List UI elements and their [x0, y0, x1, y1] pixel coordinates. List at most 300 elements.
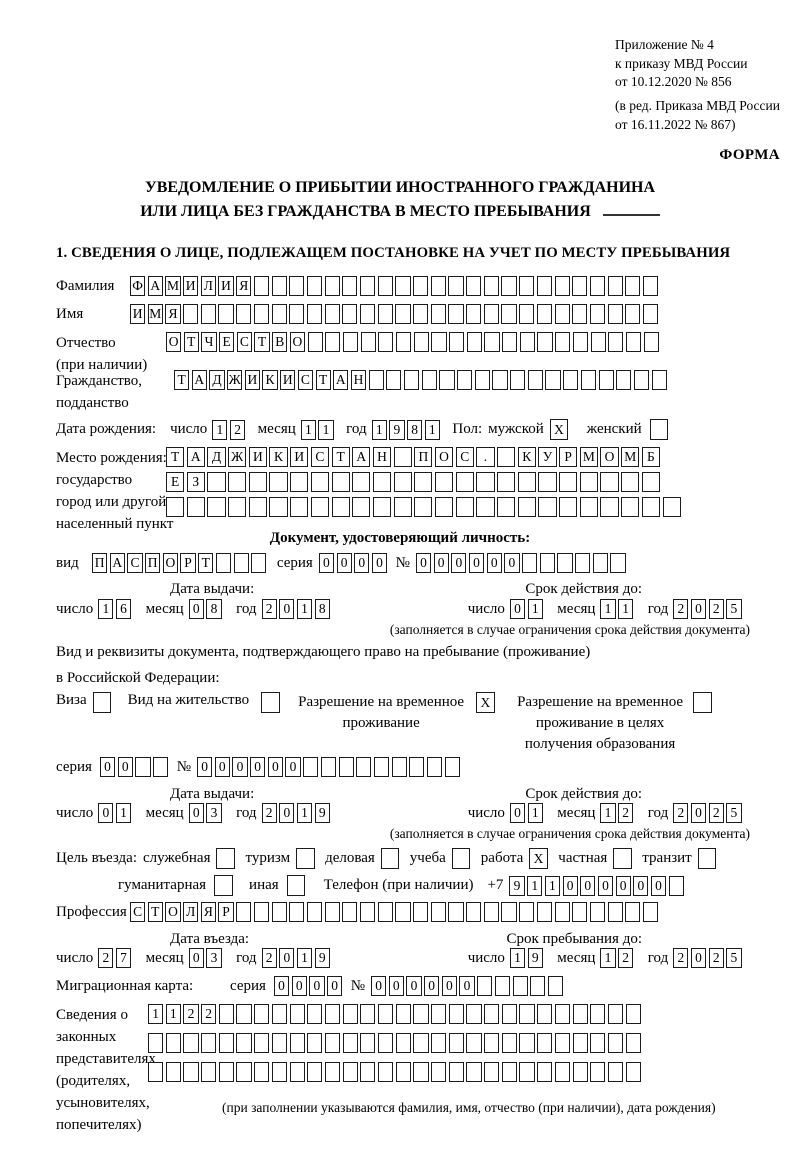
form-cell: 1	[528, 599, 543, 619]
form-cell	[572, 902, 587, 922]
form-cell: 1	[297, 803, 312, 823]
form-cell	[502, 332, 517, 352]
purpose-humanitarian-checkbox	[214, 875, 235, 896]
form-cell: 0	[580, 876, 595, 896]
form-cell	[307, 276, 322, 296]
residence-expiry-note: (заполняется в случае ограничения срока действия документа)	[389, 826, 750, 841]
residence-issue-year-cells	[262, 803, 333, 823]
form-cell: 1	[166, 1004, 181, 1024]
form-cell: 8	[407, 420, 422, 440]
form-cell: 7	[116, 948, 131, 968]
edu-permit-checkbox	[693, 692, 714, 713]
form-cell: 3	[206, 803, 221, 823]
form-cell: 2	[673, 803, 688, 823]
form-cell	[325, 902, 340, 922]
form-cell	[431, 332, 446, 352]
form-cell	[307, 1004, 322, 1024]
purpose-official-checkbox	[216, 848, 237, 869]
form-cell: Я	[201, 902, 216, 922]
form-cell: С	[311, 447, 329, 467]
form-cell	[427, 757, 442, 777]
title-blank-line	[603, 203, 660, 216]
form-cell	[332, 472, 350, 492]
form-cell: С	[127, 553, 142, 573]
form-cell: 8	[315, 599, 330, 619]
form-cell: Н	[373, 447, 391, 467]
form-cell	[166, 1062, 181, 1082]
form-cell	[495, 976, 510, 996]
form-cell: Н	[351, 370, 366, 390]
form-cell	[484, 332, 499, 352]
form-cell	[201, 304, 216, 324]
form-cell: 1	[618, 599, 633, 619]
residence-expiry-day-cells	[510, 803, 545, 823]
form-cell	[394, 497, 412, 517]
birth-place-cells-row2	[166, 472, 683, 492]
annex-line-1: Приложение № 4	[615, 37, 714, 52]
form-cell: С	[298, 370, 313, 390]
form-cell: 1	[297, 599, 312, 619]
form-cell: И	[290, 447, 308, 467]
form-cell	[626, 1033, 641, 1053]
surname-cells	[130, 276, 661, 296]
profession-cells	[130, 902, 661, 922]
form-cell	[249, 472, 267, 492]
form-cell	[352, 472, 370, 492]
entry-stay-date-row	[56, 948, 780, 968]
form-cell	[360, 1033, 375, 1053]
form-cell: 0	[98, 803, 113, 823]
form-cell: 0	[504, 553, 519, 573]
form-cell: 0	[616, 876, 631, 896]
form-cell	[386, 370, 401, 390]
surname-row	[56, 276, 661, 296]
form-cell: 0	[118, 757, 133, 777]
form-cell	[395, 304, 410, 324]
entry-day-cells	[98, 948, 133, 968]
form-cell	[228, 497, 246, 517]
form-cell	[484, 276, 499, 296]
given-name-label: Имя	[56, 305, 84, 322]
form-cell	[492, 370, 507, 390]
form-cell	[555, 332, 570, 352]
form-cell	[663, 497, 681, 517]
phone-cells	[509, 876, 686, 896]
form-cell	[590, 276, 605, 296]
form-cell	[497, 447, 515, 467]
form-cell	[449, 1033, 464, 1053]
form-cell	[378, 276, 393, 296]
form-cell	[381, 848, 400, 869]
residence-expiry-heading: Срок действия до:	[525, 786, 642, 802]
form-cell	[643, 276, 658, 296]
form-cell	[254, 902, 269, 922]
form-cell	[219, 1033, 234, 1053]
number-label: №	[176, 758, 191, 775]
form-cell: 0	[424, 976, 439, 996]
form-cell: 1	[600, 803, 615, 823]
form-cell: А	[187, 447, 205, 467]
form-cell	[530, 976, 545, 996]
form-cell	[608, 902, 623, 922]
form-cell	[621, 472, 639, 492]
form-cell	[431, 1004, 446, 1024]
residence-series-row	[56, 757, 462, 777]
form-cell	[634, 370, 649, 390]
form-cell	[625, 276, 640, 296]
day-label: число	[170, 421, 208, 437]
form-cell: 5	[726, 803, 741, 823]
form-cell	[414, 497, 432, 517]
form-cell: 0	[189, 803, 204, 823]
form-cell	[580, 497, 598, 517]
given-name-row	[56, 304, 661, 324]
form-cell	[467, 332, 482, 352]
form-cell	[456, 472, 474, 492]
stay-year-cells	[673, 948, 744, 968]
form-cell	[522, 553, 537, 573]
form-cell: К	[269, 447, 287, 467]
form-cell: К	[518, 447, 536, 467]
form-cell: Т	[174, 370, 189, 390]
form-cell	[148, 1062, 163, 1082]
form-cell	[600, 497, 618, 517]
representatives-note: (при заполнении указываются фамилия, имя, отчество (при наличии), дата рождения)	[222, 1100, 716, 1115]
form-cell	[501, 304, 516, 324]
form-cell	[466, 902, 481, 922]
form-cell	[369, 370, 384, 390]
form-cell	[307, 1033, 322, 1053]
patronymic-cells	[166, 332, 661, 352]
form-cell	[343, 1004, 358, 1024]
form-cell	[431, 902, 446, 922]
form-cell	[290, 472, 308, 492]
form-cell: П	[414, 447, 432, 467]
form-cell: 0	[691, 599, 706, 619]
residence-issue-day-cells	[98, 803, 133, 823]
form-cell	[360, 1062, 375, 1082]
form-cell: С	[456, 447, 474, 467]
form-cell: 0	[459, 976, 474, 996]
form-cell	[272, 902, 287, 922]
form-cell	[448, 304, 463, 324]
purpose-work-checkbox	[529, 848, 550, 869]
form-cell: С	[237, 332, 252, 352]
entry-year-cells	[262, 948, 333, 968]
form-cell	[456, 497, 474, 517]
form-cell: 0	[633, 876, 648, 896]
form-cell	[466, 1004, 481, 1024]
year-label: год	[346, 421, 367, 437]
form-cell	[269, 472, 287, 492]
identity-doc-row	[56, 553, 628, 573]
form-cell	[608, 332, 623, 352]
form-cell: О	[166, 332, 181, 352]
form-title-line2	[0, 203, 800, 221]
form-cell: И	[249, 447, 267, 467]
form-cell	[484, 1004, 499, 1024]
form-cell	[457, 370, 472, 390]
form-cell	[342, 276, 357, 296]
form-cell	[236, 1062, 251, 1082]
form-cell	[608, 276, 623, 296]
form-cell: 1	[148, 1004, 163, 1024]
form-cell	[413, 902, 428, 922]
purpose-other-label: иная	[249, 877, 279, 893]
phone-label: Телефон (при наличии)	[323, 877, 474, 893]
edu-permit-label: Разрешение на временное проживание в целях получения образования	[517, 694, 684, 752]
identity-issue-month-cells	[189, 599, 224, 619]
form-cell: М	[148, 304, 163, 324]
form-cell	[449, 1062, 464, 1082]
form-cell: 0	[292, 976, 307, 996]
form-cell	[414, 472, 432, 492]
form-cell: X	[476, 692, 495, 713]
form-cell: 0	[510, 803, 525, 823]
form-cell	[449, 1004, 464, 1024]
form-cell	[642, 497, 660, 517]
form-cell	[289, 304, 304, 324]
migration-card-row	[56, 976, 566, 996]
purpose-label: Цель въезда:	[56, 850, 137, 866]
sex-female-checkbox	[650, 419, 671, 440]
form-cell	[272, 276, 287, 296]
form-cell	[610, 553, 625, 573]
form-cell: Е	[219, 332, 234, 352]
form-cell	[626, 332, 641, 352]
identity-expiry-year-cells	[673, 599, 744, 619]
form-cell	[236, 902, 251, 922]
form-cell	[135, 757, 150, 777]
form-cell: 2	[618, 803, 633, 823]
form-cell: 9	[315, 948, 330, 968]
form-cell: Ч	[201, 332, 216, 352]
form-cell: Р	[180, 553, 195, 573]
form-cell: 1	[116, 803, 131, 823]
form-cell	[378, 1062, 393, 1082]
edition-line-2: от 16.11.2022 № 867)	[615, 116, 736, 132]
form-cell: 9	[389, 420, 404, 440]
form-label: ФОРМА	[719, 147, 780, 163]
representatives-cells-row3	[148, 1062, 643, 1082]
form-cell	[593, 553, 608, 573]
form-cell	[608, 1062, 623, 1082]
residence-issue-date: число 0 1 месяц 0 3 год 2 0 1 9	[56, 803, 332, 823]
series-label: серия	[276, 554, 313, 571]
form-cell	[559, 497, 577, 517]
form-cell: 2	[201, 1004, 216, 1024]
form-cell: 0	[189, 948, 204, 968]
form-cell	[254, 304, 269, 324]
identity-expiry-day-cells	[510, 599, 545, 619]
form-cell	[378, 304, 393, 324]
form-cell: 0	[354, 553, 369, 573]
identity-expiry-date: число 0 1 месяц 1 1 год 2 0 2 5	[468, 599, 744, 619]
birth-date-label: Дата рождения:	[56, 421, 157, 437]
form-cell: 0	[250, 757, 265, 777]
form-cell	[590, 1062, 605, 1082]
series-label: серия	[230, 977, 266, 994]
form-cell: 1	[545, 876, 560, 896]
form-cell	[207, 472, 225, 492]
form-cell	[290, 1062, 305, 1082]
form-cell: 2	[709, 948, 724, 968]
form-cell	[269, 497, 287, 517]
purpose-tourism-checkbox	[296, 848, 317, 869]
identity-issue-date: число 1 6 месяц 0 8 год 2 0 1 8	[56, 599, 332, 619]
form-cell: 0	[309, 976, 324, 996]
annex-line-2: к приказу МВД России	[615, 55, 748, 71]
identity-date-row	[56, 599, 780, 619]
phone-prefix: +7	[487, 877, 504, 893]
form-cell	[519, 1004, 534, 1024]
form-cell: 0	[327, 976, 342, 996]
form-cell	[484, 1062, 499, 1082]
form-cell: 1	[510, 948, 525, 968]
citizenship-row	[56, 370, 669, 414]
profession-row	[56, 902, 661, 922]
form-cell: Т	[166, 447, 184, 467]
form-cell	[290, 1004, 305, 1024]
form-cell: 0	[372, 553, 387, 573]
entry-date: число 2 7 месяц 0 3 год 2 0 1 9	[56, 948, 332, 968]
form-cell	[183, 1033, 198, 1053]
purpose-work-label: работа	[480, 850, 524, 866]
form-cell	[321, 757, 336, 777]
form-cell	[343, 1062, 358, 1082]
form-cell	[608, 1004, 623, 1024]
form-cell: 0	[285, 757, 300, 777]
form-cell	[207, 497, 225, 517]
visa-checkbox	[93, 692, 114, 713]
form-cell	[148, 1033, 163, 1053]
sex-male-label: мужской	[488, 421, 544, 437]
form-cell: Я	[236, 276, 251, 296]
form-cell	[537, 304, 552, 324]
form-cell	[698, 848, 717, 869]
form-cell	[626, 1004, 641, 1024]
form-cell: И	[218, 276, 233, 296]
form-cell	[573, 1062, 588, 1082]
form-cell	[216, 553, 231, 573]
form-cell	[290, 1033, 305, 1053]
form-cell	[555, 1004, 570, 1024]
form-cell: 0	[406, 976, 421, 996]
form-cell	[187, 497, 205, 517]
form-cell: Р	[559, 447, 577, 467]
form-cell	[254, 1004, 269, 1024]
form-cell	[378, 1004, 393, 1024]
form-cell: В	[272, 332, 287, 352]
identity-kind-cells	[92, 553, 269, 573]
form-cell: О	[163, 553, 178, 573]
form-cell: С	[130, 902, 145, 922]
form-cell	[396, 332, 411, 352]
form-cell	[581, 370, 596, 390]
form-cell	[360, 902, 375, 922]
form-cell: 1	[301, 420, 316, 440]
form-cell: 0	[232, 757, 247, 777]
form-cell	[466, 1033, 481, 1053]
form-cell	[360, 276, 375, 296]
form-cell	[573, 1033, 588, 1053]
purpose-phone-row	[118, 875, 686, 896]
form-cell: А	[352, 447, 370, 467]
form-cell: 2	[618, 948, 633, 968]
form-cell: З	[187, 472, 205, 492]
form-cell: 0	[598, 876, 613, 896]
residence-expiry-year-cells	[673, 803, 744, 823]
form-cell	[545, 370, 560, 390]
form-cell: А	[192, 370, 207, 390]
form-cell	[590, 304, 605, 324]
form-cell	[439, 370, 454, 390]
form-cell	[519, 276, 534, 296]
form-cell: Т	[148, 902, 163, 922]
purpose-study-label: учеба	[409, 850, 446, 866]
form-cell	[513, 976, 528, 996]
form-cell	[431, 1033, 446, 1053]
form-cell: 9	[509, 876, 524, 896]
form-cell: 0	[371, 976, 386, 996]
form-cell	[502, 1004, 517, 1024]
form-cell	[396, 1062, 411, 1082]
form-cell	[325, 1062, 340, 1082]
form-cell	[272, 1033, 287, 1053]
form-cell	[502, 1033, 517, 1053]
form-cell	[409, 757, 424, 777]
form-cell: 2	[673, 599, 688, 619]
form-cell	[501, 276, 516, 296]
form-cell	[476, 472, 494, 492]
form-cell	[557, 553, 572, 573]
form-cell	[311, 497, 329, 517]
form-cell	[93, 692, 112, 713]
form-cell	[519, 1062, 534, 1082]
form-cell: 9	[528, 948, 543, 968]
form-cell: 2	[230, 420, 245, 440]
form-cell: О	[165, 902, 180, 922]
residence-issue-heading: Дата выдачи:	[170, 786, 255, 802]
form-cell	[575, 553, 590, 573]
form-cell	[392, 757, 407, 777]
form-cell: Т	[198, 553, 213, 573]
surname-label: Фамилия	[56, 277, 115, 294]
form-cell: 2	[709, 599, 724, 619]
purpose-tourism-label: туризм	[245, 850, 291, 866]
form-cell: О	[290, 332, 305, 352]
residence-expiry-month-cells	[600, 803, 635, 823]
form-cell	[422, 370, 437, 390]
stay-until-date: число 1 9 месяц 1 2 год 2 0 2 5	[468, 948, 744, 968]
residence-expiry-date: число 0 1 месяц 1 2 год 2 0 2 5	[468, 803, 744, 823]
form-cell: 0	[510, 599, 525, 619]
form-cell	[555, 276, 570, 296]
birth-year-cells	[372, 420, 443, 440]
form-cell	[287, 875, 306, 896]
annex-reference	[615, 36, 780, 134]
form-cell	[501, 902, 516, 922]
form-cell	[431, 276, 446, 296]
form-cell	[254, 276, 269, 296]
form-cell	[296, 848, 315, 869]
form-cell	[378, 902, 393, 922]
form-cell: О	[435, 447, 453, 467]
form-cell	[414, 332, 429, 352]
purpose-private-label: частная	[558, 850, 608, 866]
identity-issue-heading: Дата выдачи:	[170, 581, 255, 597]
form-cell	[234, 553, 249, 573]
